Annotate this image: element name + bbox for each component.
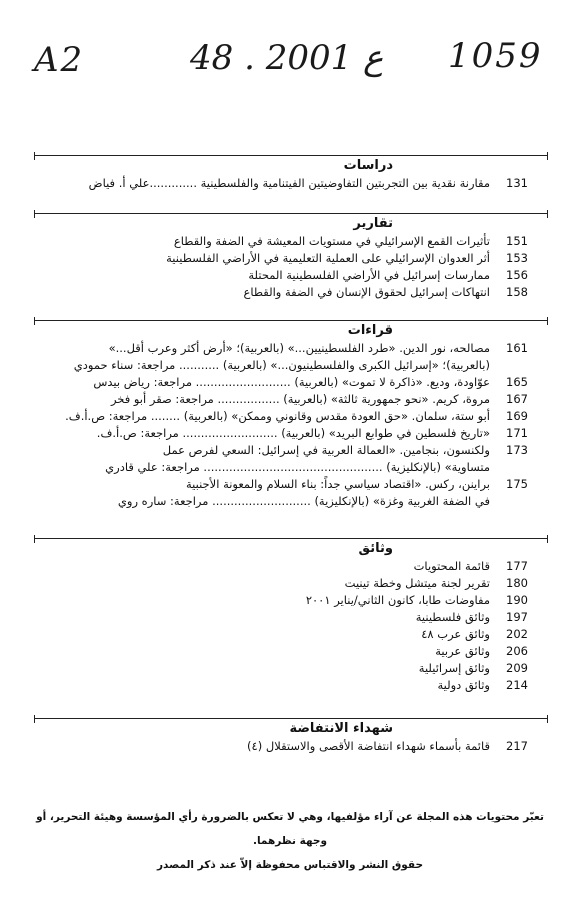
toc-entry <box>34 644 548 661</box>
entry-text: في الضفة الغربية وغزة» (بالإنكليزية) ........................... مراجعة: ساره روي <box>117 494 490 508</box>
section-documents <box>34 538 548 695</box>
page-number: 180 <box>506 576 528 590</box>
entry-text: وثائق فلسطينية <box>415 610 490 624</box>
section-studies <box>34 155 548 193</box>
entry-text: وثائق عرب ٤٨ <box>421 627 490 641</box>
page-number: 197 <box>506 610 528 624</box>
entry-text: مفاوضات طابا، كانون الثاني/يناير ٢٠٠١ <box>305 593 490 607</box>
section-title: وثائق <box>358 541 393 556</box>
toc-entry <box>34 593 548 610</box>
section-title: قراءات <box>347 323 393 338</box>
entry-text: قائمة بأسماء شهداء انتفاضة الأقصى والاستقلال (٤) <box>247 739 490 753</box>
toc-entry <box>34 358 548 375</box>
entry-text: ممارسات إسرائيل في الأراضي الفلسطينية المحتلة <box>248 268 490 282</box>
page-number: 214 <box>506 678 528 692</box>
entry-text: أبو ستة، سلمان. «حق العودة مقدس وقانوني وممكن» (بالعربية) ........ مراجعة: ص.أ.ف. <box>65 409 490 423</box>
page-number: 217 <box>506 739 528 753</box>
handwritten-page-number: 1059 <box>448 36 543 76</box>
page-number: 190 <box>506 593 528 607</box>
entry-text: أثر العدوان الإسرائيلي على العملية التعليمية في الأراضي الفلسطينية <box>166 251 490 265</box>
page-number: 175 <box>506 477 528 491</box>
entry-text: متساوية» (بالإنكليزية) ................................................. مراجعة: علي قادري <box>105 460 490 474</box>
section-header <box>34 213 548 234</box>
toc-entry <box>34 460 548 477</box>
toc-entry <box>34 426 548 443</box>
entry-text: قائمة المحتويات <box>413 559 490 573</box>
toc-entry <box>34 251 548 268</box>
toc-entry <box>34 392 548 409</box>
page-number: 169 <box>506 409 528 423</box>
page-number: 151 <box>506 234 528 248</box>
toc-entry <box>34 234 548 251</box>
handwritten-annotation <box>0 32 581 92</box>
section-reports <box>34 213 548 302</box>
page-number: 158 <box>506 285 528 299</box>
page-number: 177 <box>506 559 528 573</box>
page-number: 153 <box>506 251 528 265</box>
toc-entry <box>34 268 548 285</box>
section-title: تقارير <box>353 216 393 231</box>
toc-entry <box>34 409 548 426</box>
entry-text: مقارنة نقدية بين التجربتين التفاوضيتين الفيتنامية والفلسطينية .............علي أ. فياض <box>88 176 490 190</box>
toc-entry <box>34 739 548 756</box>
entry-text: عوّاودة، وديع. «ذاكرة لا تموت» (بالعربية) .......................... مراجعة: رياض بيدس <box>93 375 490 389</box>
entry-text: وثائق إسرائيلية <box>418 661 490 675</box>
page-number: 173 <box>506 443 528 457</box>
handwritten-code: A2 <box>34 40 85 80</box>
section-title: شهداء الانتفاضة <box>289 721 393 736</box>
handwritten-issue: 48 . ع 2001 <box>190 38 384 78</box>
toc-entry <box>34 627 548 644</box>
section-header <box>34 718 548 739</box>
section-martyrs <box>34 718 548 756</box>
entry-text: انتهاكات إسرائيل لحقوق الإنسان في الضفة والقطاع <box>243 285 490 299</box>
entry-text: وثائق دولية <box>437 678 490 692</box>
toc-entry <box>34 443 548 460</box>
entry-text: (بالعربية)؛ «إسرائيل الكبرى والفلسطينيون...» (بالعربية) ........... مراجعة: سناء حمودي <box>73 358 490 372</box>
section-title: دراسات <box>343 158 393 173</box>
toc-entry <box>34 678 548 695</box>
entry-text: مروة، كريم. «نحو جمهورية ثالثة» (بالعربية) ................. مراجعة: صقر أبو فخر <box>110 392 490 406</box>
entry-text: مصالحه، نور الدين. «طرد الفلسطينيين...» (بالعربية)؛ «أرض أكثر وعرب أقل...» <box>108 341 490 355</box>
toc-entry <box>34 559 548 576</box>
disclaimer-footer <box>30 805 550 877</box>
entry-text: براينن، ركس. «اقتصاد سياسي جداً: بناء السلام والمعونة الأجنبية <box>185 477 490 491</box>
page-number: 156 <box>506 268 528 282</box>
entry-text: وثائق عربية <box>435 644 490 658</box>
toc-entry <box>34 610 548 627</box>
section-header <box>34 320 548 341</box>
page-number: 209 <box>506 661 528 675</box>
toc-entry <box>34 341 548 358</box>
toc-entry <box>34 285 548 302</box>
toc-entry <box>34 176 548 193</box>
page-number: 161 <box>506 341 528 355</box>
entry-text: ولكنسون، بنجامين. «العمالة العربية في إسرائيل: السعي لفرص عمل <box>162 443 490 457</box>
section-header <box>34 538 548 559</box>
page-number: 202 <box>506 627 528 641</box>
entry-text: تأثيرات القمع الإسرائيلي في مستويات المعيشة في الضفة والقطاع <box>173 234 490 248</box>
toc-entry <box>34 494 548 511</box>
page-number: 165 <box>506 375 528 389</box>
page-number: 171 <box>506 426 528 440</box>
entry-text: «تاريخ فلسطين في طوابع البريد» (بالعربية) .......................... مراجعة: ص.أ.ف. <box>96 426 490 440</box>
toc-entry <box>34 477 548 494</box>
section-readings <box>34 320 548 511</box>
copyright-line: حقوق النشر والاقتباس محفوظة إلاّ عند ذكر المصدر <box>156 859 424 871</box>
toc-entry <box>34 661 548 678</box>
disclaimer-line: تعبّر محتويات هذه المجلة عن آراء مؤلفيها، وهي لا تعكس بالضرورة رأي المؤسسة وهيئة التحرير، أو وجهة نظرهما. <box>36 811 544 847</box>
page-number: 131 <box>506 176 528 190</box>
page-number: 167 <box>506 392 528 406</box>
toc-entry <box>34 375 548 392</box>
entry-text: تقرير لجنة ميتشل وخطة تينيت <box>344 576 490 590</box>
section-header <box>34 155 548 176</box>
toc-entry <box>34 576 548 593</box>
page-number: 206 <box>506 644 528 658</box>
